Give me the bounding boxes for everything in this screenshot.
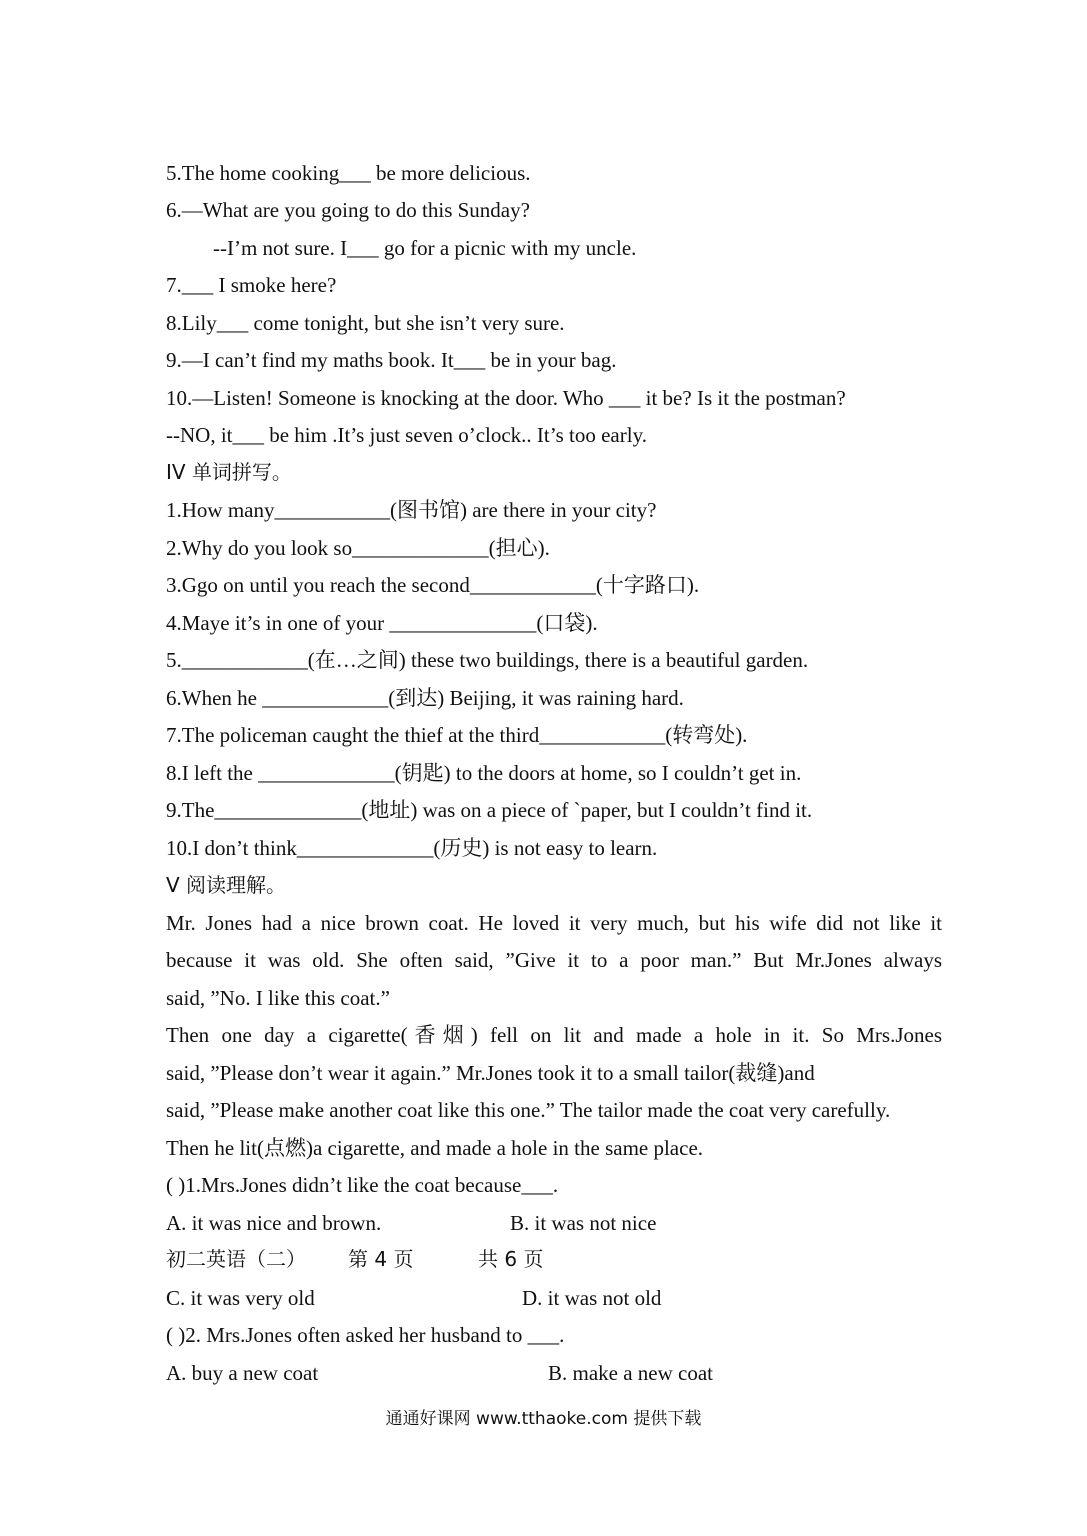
question-line: 9.—I can’t find my maths book. It___ be in your bag. xyxy=(166,348,617,372)
question-line: 10.—Listen! Someone is knocking at the door. Who ___ it be? Is it the postman? xyxy=(166,386,846,410)
spelling-item: 3.Ggo on until you reach the second____________(十字路口). xyxy=(166,573,700,597)
option-d: D. it was not old xyxy=(522,1286,662,1310)
spelling-item: 5.____________(在…之间) these two buildings, there is a beautiful garden. xyxy=(166,648,809,672)
spelling-item: 7.The policeman caught the thief at the third____________(转弯处). xyxy=(166,723,748,747)
spelling-item: 10.I don’t think_____________(历史) is not easy to learn. xyxy=(166,836,658,860)
option-b: B. make a new coat xyxy=(548,1361,714,1385)
course-title: 初二英语（二） xyxy=(166,1247,306,1271)
section-heading: IV 单词拼写。 xyxy=(166,460,292,484)
question-line: 8.Lily___ come tonight, but she isn’t very sure. xyxy=(166,311,565,335)
passage-line: said, ”Please make another coat like this one.” The tailor made the coat very carefully. xyxy=(166,1098,891,1122)
passage-line: Mr. Jones had a nice brown coat. He loved it very much, but his wife did not like it xyxy=(166,911,942,935)
page-footer xyxy=(166,1244,726,1274)
spelling-item: 6.When he ____________(到达) Beijing, it was raining hard. xyxy=(166,686,684,710)
option-c: C. it was very old xyxy=(166,1286,315,1310)
question-line: --NO, it___ be him .It’s just seven o’clock.. It’s too early. xyxy=(166,423,647,447)
site-footer: 通通好课网 www.tthaoke.com 提供下载 xyxy=(385,1409,702,1429)
question-line: 6.—What are you going to do this Sunday? xyxy=(166,198,530,222)
passage-line: Then one day a cigarette(香烟) fell on lit and made a hole in it. So Mrs.Jones xyxy=(166,1023,942,1047)
passage-line: Then he lit(点燃)a cigarette, and made a hole in the same place. xyxy=(166,1136,704,1160)
question-line: --I’m not sure. I___ go for a picnic with my uncle. xyxy=(213,236,637,260)
option-a: A. buy a new coat xyxy=(166,1361,319,1385)
spelling-item: 4.Maye it’s in one of your ______________(口袋). xyxy=(166,611,598,635)
section-heading: V 阅读理解。 xyxy=(166,873,287,897)
spelling-item: 9.The______________(地址) was on a piece of `paper, but I couldn’t find it. xyxy=(166,798,813,822)
question-stem: ( )2. Mrs.Jones often asked her husband to ___. xyxy=(166,1323,565,1347)
passage-line: because it was old. She often said, ”Give it to a poor man.” But Mr.Jones always xyxy=(166,948,942,972)
answer-row xyxy=(166,1358,946,1388)
page-total: 共 6 页 xyxy=(478,1247,544,1271)
question-line: 7.___ I smoke here? xyxy=(166,273,337,297)
question-stem: ( )1.Mrs.Jones didn’t like the coat because___. xyxy=(166,1173,559,1197)
spelling-item: 1.How many___________(图书馆) are there in your city? xyxy=(166,498,657,522)
answer-row xyxy=(166,1283,946,1313)
spelling-item: 8.I left the _____________(钥匙) to the doors at home, so I couldn’t get in. xyxy=(166,761,802,785)
option-b: B. it was not nice xyxy=(510,1211,657,1235)
passage-line: said, ”No. I like this coat.” xyxy=(166,986,390,1010)
option-a: A. it was nice and brown. xyxy=(166,1211,382,1235)
page-number: 第 4 页 xyxy=(348,1247,414,1271)
passage-line: said, ”Please don’t wear it again.” Mr.Jones took it to a small tailor(裁缝)and xyxy=(166,1061,815,1085)
question-line: 5.The home cooking___ be more delicious. xyxy=(166,161,531,185)
answer-row xyxy=(166,1208,946,1238)
spelling-item: 2.Why do you look so_____________(担心). xyxy=(166,536,550,560)
